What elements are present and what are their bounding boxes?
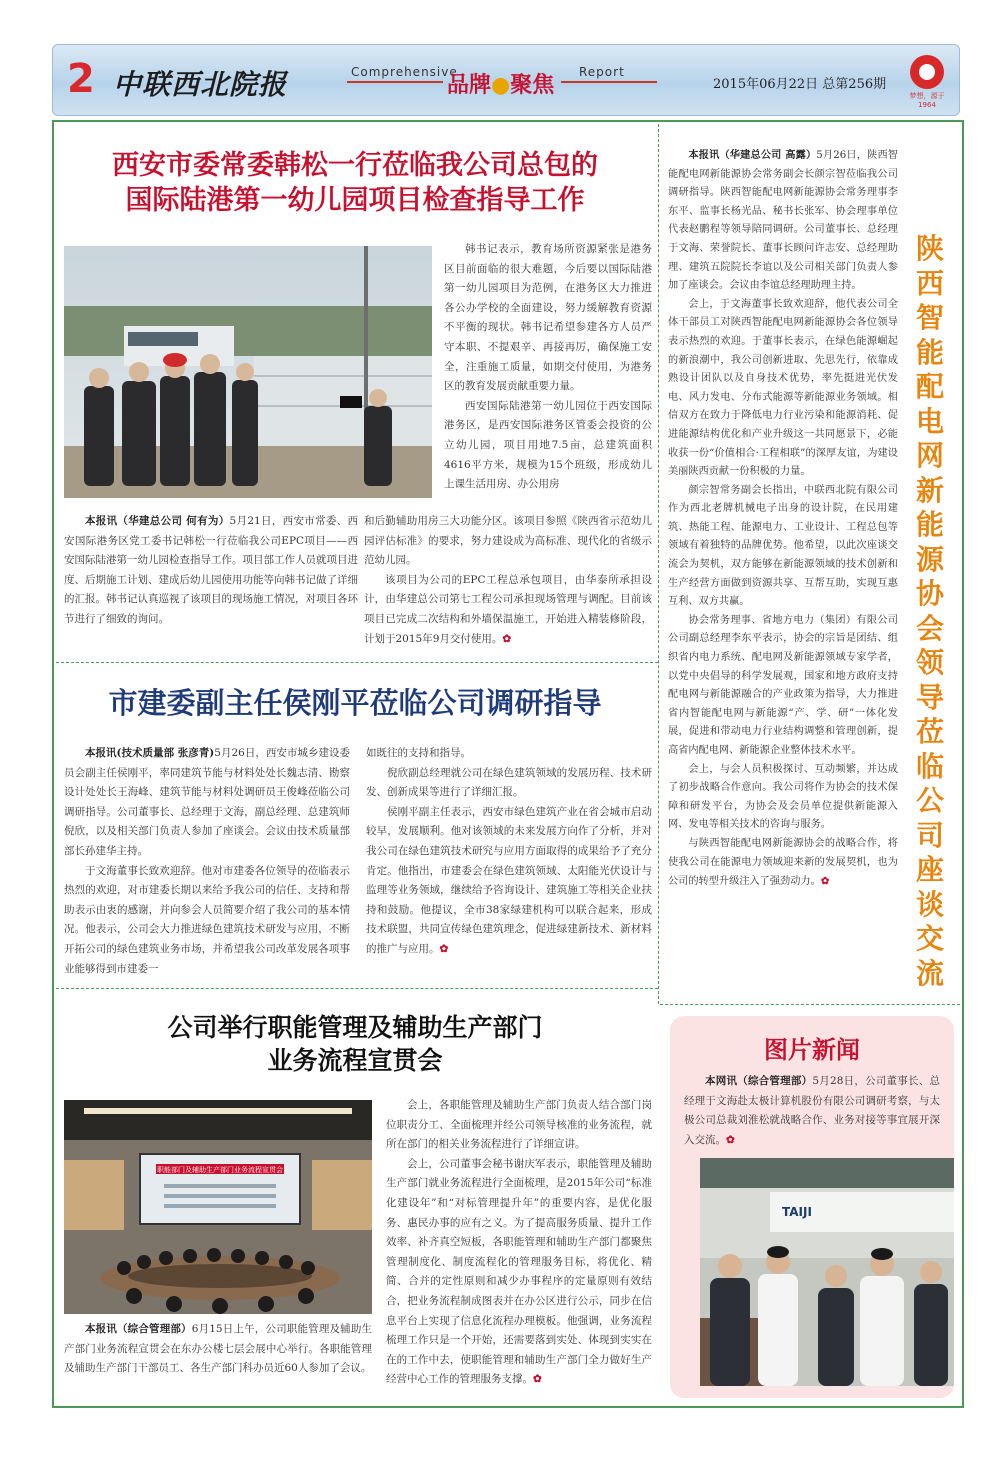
article1-lead: 本报讯（华建总公司 何有为）5月21日，西安市常委、西安国际港务区党工委书记韩松一行莅临我公司EPC项目——西安国际陆港第一幼儿园检查指导工作。项目部工作人员就项目进度、后期施工计划、建成后幼儿园使用功能等向韩书记做了详细的汇报。韩书记认真巡视了该项目的现场施工情况，对项目各环节进行了细致的询问。 xyxy=(64,515,359,625)
paper-name: 中联西北院报 xyxy=(113,68,288,101)
picture-news-box xyxy=(670,1016,954,1398)
picture-news-title: 图片新闻 xyxy=(764,1035,860,1064)
article-divider xyxy=(56,988,658,989)
page-number: 2 xyxy=(67,56,95,102)
company-logo-icon xyxy=(903,55,951,107)
article1-body-right: 韩书记表示，教育场所资源紧张是港务区目前面临的很大难题，今后要以国际陆港第一幼儿园项目为范例，在港务区大力推进各公办学校的全面建设，努力缓解教育资源不平衡的现状。韩书记希望参建各方人员严守本职、不提艰辛、再接再厉，确保施工安全，注重施工质量，如期交付使用，为港务区的教育发展贡献重要力量。 西安国际陆港第一幼儿园位于西安国际港务区，是西安国际港务区管委会投资的公立幼儿园，项目用地7.5亩，总建筑面积4616平方米，规模为15个班级，形成幼儿上课生活用房、办公用房 xyxy=(444,243,652,491)
photo-banner-text: 职能部门及辅助生产部门业务流程宣贯会 xyxy=(157,1166,283,1174)
article1-photo xyxy=(64,246,432,498)
article4-vertical-title: 陕西智能配电网新能源协会领导莅临公司座谈交流 xyxy=(915,232,944,990)
masthead xyxy=(52,44,960,116)
section-title xyxy=(347,67,657,97)
article-divider xyxy=(56,662,658,663)
article-divider xyxy=(660,1004,960,1005)
article3-body: 会上，各职能管理及辅助生产部门负责人结合部门岗位职责分工、全面梳理并经公司领导核准的业务流程，就所在部门的相关业务流程进行了详细宣讲。 会上，公司董事会秘书谢庆军表示，职能管理及辅助生产部门就业务流程进行全面梳理，是2015年公司“标准化建设年”和“对标管理提升年”的重要内容，是优化服务、惠民办事的应有之义。为了提高服务质量、提升工作效率、补齐真空短板，各职能管理和辅助生产部门都聚焦管理制度化、制度流程化的管理服务目标，将优化、精简、合并的定性原则和减少办事程序的定量原则有效结合，把业务流程制成图表并在办公区进行公示，同步在信息平台上实现了信息化流程办理模板。他强调，业务流程梳理工作只是一个开始，还需要落到实处、体现到实实在在的工作中去，使职能管理和辅助生产部门全力做好生产经营中心工作的管理服务支撑。✿ xyxy=(386,1099,652,1386)
article3-title: 公司举行职能管理及辅助生产部门 业务流程宣贯会 xyxy=(167,1013,543,1075)
logo-caption: 梦想，源于1964 xyxy=(909,92,945,109)
section-cn: 品牌●聚焦 xyxy=(447,72,555,98)
article2-col2: 如既往的支持和指导。 倪欣副总经理就公司在绿色建筑领域的发展历程、技术研发、创新成果等进行了详细汇报。 侯刚平副主任表示，西安市绿色建筑产业在省会城市启动较早，发展顺利。他对该领域的未来发展方向作了分析，并对我公司在绿色建筑技术研究与应用方面取得的成果给予了充分肯定。他指出，市建委会在绿色建筑领域、太阳能光伏设计与监理等业务领域，继续给予咨询设计、建筑施工等相关企业扶持和鼓励。他提议，全市38家绿建机构可以联合起来，形成技术联盟，共同宣传绿色建筑理念，促进绿建新技术、新材料的推广与应用。✿ xyxy=(366,747,652,955)
article2-col1: 本报讯(技术质量部 张彦青)5月26日，西安市城乡建设委员会副主任侯刚平，率同建筑节能与材料处处长魏志清、勘察设计处处长王海峰、建筑节能与材料处调研员王俊峰莅临公司调研指导。公司董事长、总经理于文海，副总经理、总建筑师倪欣，以及相关部门负责人参加了座谈会。会议由技术质量部部长孙建华主持。 于文海董事长致欢迎辞。他对市建委各位领导的莅临表示热烈的欢迎，对市建委长期以来给予我公司的信任、支持和帮助表示由衷的感谢，并向参会人员简要介绍了我公司的基本情况。他表示，公司会大力推进绿色建筑技术研发与应用，不断开拓公司的绿色建筑业务市场，并希望我公司改革发展各项事业能够得到市建委一 xyxy=(64,747,350,975)
article3-lead: 本报讯（综合管理部）6月15日上午，公司职能管理及辅助生产部门业务流程宣贯会在东办公楼七层会展中心举行。各职能管理及辅助生产部门干部员工、各生产部门科办员近60人参加了会议。 xyxy=(64,1323,372,1375)
column-divider xyxy=(658,124,659,1004)
picture-news-text: 本网讯（综合管理部）5月28日，公司董事长、总经理于文海赴太极计算机股份有限公司调研考察，与太极公司总裁刘淮松就战略合作、业务对接等事宜展开深入交流。✿ xyxy=(684,1075,940,1146)
photo-sign-text: TAIJI xyxy=(782,1205,812,1219)
article3-photo xyxy=(64,1100,372,1314)
article2-title: 市建委副主任侯刚平莅临公司调研指导 xyxy=(108,686,602,720)
section-en-right: Report xyxy=(579,65,625,79)
issue-date: 2015年06月22日 总第256期 xyxy=(713,77,887,92)
article4-body: 本报讯（华建总公司 高露）5月26日，陕西智能配电网新能源协会常务副会长颜宗智莅临我公司调研指导。陕西智能配电网新能源协会常务理事李东平、监事长杨光品、秘书长张军、协会理事单位代表赵鹏程等领导陪同调研。公司董事长、总经理于文海、荣誉院长、董事长顾问许志安、总经理助理、建筑五院院长李谊以及公司相关部门负责人参加了座谈会。会议由李谊总经理助理主持。 会上，于文海董事长致欢迎辞，他代表公司全体干部员工对陕西智能配电网新能源协会各位领导表示热烈的欢迎。于董事长表示，在绿色能源崛起的新浪潮中，我公司创新进取、先思先行，依靠成熟设计团队以及自身技术优势，率先挺进光伏发电、风力发电、分布式能源等新能源业务领域。相信双方在致力于降低电力行业污染和能源消耗、促进能源结构优化和产业升级这一共同愿景下，必能收获一份“价值相合·工程相联”的深厚友谊，为建设美丽陕西贡献一份积极的力量。 颜宗智常务副会长指出，中联西北院有限公司作为西北老牌机械电子出身的设计院，在民用建筑、热能工程、能源电力、工业设计、工程总包等领域有着独特的品牌优势。他希望，以此次座谈交流会为契机，双方能够在新能源领域的技术创新和生产经营方面做到资源共享、互帮互助，实现互惠互利、双方共赢。 协会常务理事、省地方电力（集团）有限公司公司副总经理李东平表示，协会的宗旨是团结、组织省内电力系统、配电网及新能源领域专家学者，以党中央倡导的科学发展观，国家和地方政府支持配电网与新能源融合的产业政策为指导，大力推进省内智能配电网与新能源“产、学、研”一体化发展，促进和带动电力行业结构调整和管理创新，提高省内配电网、新能源企业整体技术水平。 会上，与会人员积极探讨、互动频繁，并达成了初步战略合作意向。我公司将作为协会的技术保障和研发平台，为协会及会员单位提供新能源入网、发电等相关技术的咨询与服务。 与陕西智能配电网新能源协会的战略合作，将使我公司在能源电力领域迎来新的发展契机，也为公司的转型升级注入了强劲动力。✿ xyxy=(668,149,898,888)
section-en-left: Comprehensive xyxy=(351,65,458,79)
article1-body-bottom: 和后勤辅助用房三大功能分区。该项目参照《陕西省示范幼儿园评估标准》的要求，努力建设成为高标准、现代化的省级示范幼儿园。 该项目为公司的EPC工程总承包项目，由华泰所承担设计，由华建总公司第七工程公司承担现场管理与调配。目前该项目已完成二次结构和外墙保温施工，开始进入精装修阶段，计划于2015年9月交付使用。✿ xyxy=(364,515,652,645)
article1-title: 西安市委常委韩松一行莅临我公司总包的 国际陆港第一幼儿园项目检查指导工作 xyxy=(112,150,598,217)
picture-news-photo xyxy=(700,1158,954,1386)
